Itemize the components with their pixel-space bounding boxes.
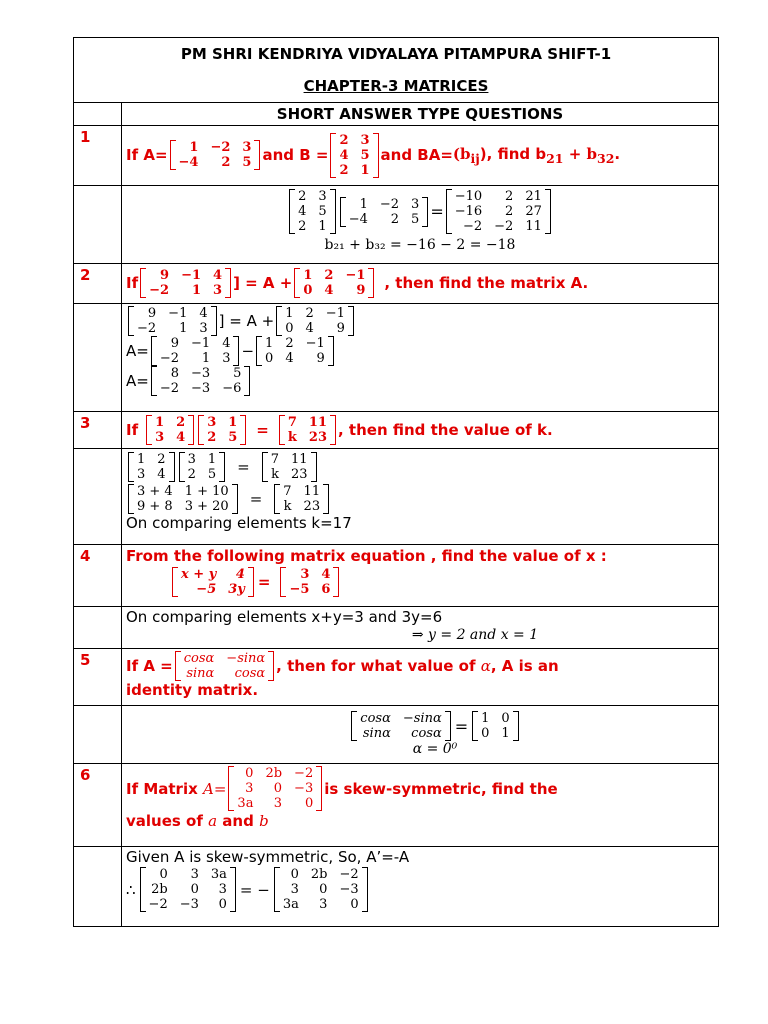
question-5: If A = cosα −sinα sinα cosα , then for what value of α , A is an identity matrix. bbox=[122, 649, 719, 706]
matrix-entry: 5 bbox=[318, 204, 327, 219]
matrix-entry: −2 bbox=[379, 196, 400, 212]
matrix-entry: 1 bbox=[285, 306, 294, 321]
matrix-entry: 5 bbox=[360, 147, 370, 163]
matrix-entry: 0 bbox=[190, 882, 199, 897]
a2-line-2: A= bbox=[126, 342, 149, 360]
matrix-entry: cosα bbox=[411, 726, 442, 741]
matrix-entries bbox=[234, 766, 316, 811]
matrix-entries bbox=[268, 452, 311, 482]
matrix-entry: −5 bbox=[196, 582, 217, 597]
matrix-entry: 3 bbox=[207, 415, 217, 430]
matrix-entry: 4 bbox=[213, 268, 223, 283]
question-6: If Matrix A = 0 2b −2 3 0 −3 3a 3 0 is skew-symmetric, find the values of a and b bbox=[122, 764, 719, 847]
equals-sign: = bbox=[430, 202, 444, 221]
matrix-entries bbox=[181, 651, 268, 681]
q4-text: From the following matrix equation , find the value of x : bbox=[126, 547, 607, 565]
matrix-entries bbox=[286, 567, 333, 597]
question-number: 3 bbox=[74, 412, 122, 449]
question-4: From the following matrix equation , find the value of x : x + y 4 −5 3y = 3 4 −5 6 bbox=[122, 545, 719, 607]
matrix-entry: 9 bbox=[336, 321, 345, 336]
matrix-entry: 2 bbox=[339, 162, 349, 178]
matrix-entry: 2 bbox=[305, 306, 314, 321]
matrix-entry: 3a bbox=[210, 867, 227, 882]
matrix-entry: 2b bbox=[151, 882, 168, 897]
matrix-entries bbox=[134, 484, 232, 514]
matrix-entry: −3 bbox=[179, 897, 199, 912]
matrix-entry: 11 bbox=[303, 484, 321, 499]
matrix-entry: 3 bbox=[290, 882, 299, 897]
question-1 bbox=[122, 126, 719, 186]
matrix-entry: 9 bbox=[170, 336, 180, 351]
matrix-entry: k bbox=[271, 467, 279, 482]
answer-num-cell bbox=[74, 607, 122, 649]
q3-answer: On comparing elements k=17 bbox=[126, 514, 352, 532]
matrix-entries bbox=[146, 867, 230, 912]
matrix-entry: 0 bbox=[265, 351, 274, 366]
matrix-entry: 1 bbox=[501, 726, 510, 741]
answer-2: 9 −1 4 −2 1 3 ] = A + 1 2 −1 0 4 9 A= 9 −1 4 −2 1 3 − 1 2 −1 0 4 9 A= 8 −3 5 −2 −3 −6 bbox=[122, 304, 719, 412]
matrix-entries bbox=[346, 197, 423, 227]
matrix-entry: 7 bbox=[270, 452, 279, 467]
q6-answer-1: Given A is skew-symmetric, So, A’=-A bbox=[126, 848, 410, 866]
q1-text-2: and B = bbox=[262, 146, 329, 164]
matrix-entry: 3 bbox=[360, 132, 370, 148]
matrix-entry: −3 bbox=[339, 882, 359, 897]
matrix-entry: −3 bbox=[191, 381, 211, 396]
answer-6: Given A is skew-symmetric, So, A’=-A ∴ 0 3 3a 2b 0 3 −2 −3 0 = − 0 2b −2 3 0 −3 3a 3 0 bbox=[122, 847, 719, 927]
matrix-entries bbox=[134, 452, 169, 482]
matrix-entries bbox=[152, 415, 188, 445]
q1-text-4: ($b_{ij}$ bbox=[452, 144, 480, 166]
matrix-entry: 3 bbox=[319, 897, 328, 912]
matrix-entries bbox=[176, 140, 255, 170]
matrix-entry: 2 bbox=[324, 268, 334, 283]
matrix-entry: 4 bbox=[199, 306, 208, 321]
q5-answer: α = 0⁰ bbox=[412, 741, 458, 757]
matrix-entries bbox=[295, 189, 330, 234]
matrix-entry: −2 bbox=[210, 140, 231, 155]
matrix-entry: 3 bbox=[318, 189, 327, 204]
a2-line-1: ] = A + bbox=[218, 312, 275, 330]
matrix-entry: −sinα bbox=[226, 651, 266, 666]
matrix-entry: 0 bbox=[245, 766, 254, 781]
matrix-entry: 2 bbox=[505, 189, 514, 204]
matrix-entry: 23 bbox=[290, 467, 308, 482]
matrix-entry: 4 bbox=[285, 351, 294, 366]
matrix-entry: 0 bbox=[501, 711, 510, 726]
matrix-entry: 3 bbox=[218, 882, 227, 897]
matrix-entry: 1 bbox=[481, 711, 490, 726]
matrix-entry: −sinα bbox=[402, 711, 442, 726]
matrix-entry: 0 bbox=[319, 882, 328, 897]
matrix-entry: 3 bbox=[245, 781, 254, 796]
matrix-entry: −3 bbox=[191, 366, 211, 381]
section-num-cell bbox=[74, 103, 122, 126]
matrix-entry: 2 bbox=[187, 467, 196, 482]
matrix-entry: 4 bbox=[235, 567, 245, 582]
q2-text-1: If bbox=[126, 274, 139, 292]
matrix-entries bbox=[280, 484, 323, 514]
questions-table bbox=[73, 37, 719, 927]
q3-text-3: , then find the value of k. bbox=[338, 421, 553, 439]
q4-answer-2: ⇒ y = 2 and x = 1 bbox=[411, 627, 539, 643]
matrix-entry: 7 bbox=[283, 484, 292, 499]
answer-4 bbox=[122, 607, 719, 649]
q5-text-4: identity matrix. bbox=[126, 681, 259, 699]
matrix-entry: 2 bbox=[505, 204, 514, 219]
matrix-entries bbox=[185, 452, 220, 482]
matrix-entry: 11 bbox=[308, 415, 328, 430]
answer-3: 1 2 3 4 3 1 2 5 = 7 11 k 23 3 + 4 1 + 10 9 + 8 3 + 20 = 7 11 k 23 On comparing elements k=17 bbox=[122, 449, 719, 545]
matrix-entry: 1 bbox=[265, 336, 274, 351]
matrix-entry: 5 bbox=[228, 430, 238, 445]
matrix-entry: sinα bbox=[362, 726, 391, 741]
matrix-entry: 3 bbox=[199, 321, 208, 336]
matrix-entry: 1 bbox=[228, 415, 238, 430]
matrix-entry: 23 bbox=[303, 499, 321, 514]
matrix-entry: 0 bbox=[481, 726, 490, 741]
matrix-entry: 0 bbox=[350, 897, 359, 912]
matrix-entry: 2 bbox=[157, 452, 166, 467]
matrix-entry: 1 bbox=[318, 219, 327, 234]
matrix-entry: −4 bbox=[348, 211, 368, 227]
matrix-entry: 2b bbox=[265, 766, 283, 781]
matrix-entry: −1 bbox=[191, 336, 211, 351]
matrix-entry: −2 bbox=[149, 283, 170, 298]
matrix-a bbox=[170, 140, 261, 170]
matrix-entry: 0 bbox=[304, 796, 314, 811]
matrix-entry: 3 bbox=[190, 867, 199, 882]
matrix-entry: 3 bbox=[137, 467, 146, 482]
q1-text-3: and BA= bbox=[380, 146, 453, 164]
matrix-entry: 4 bbox=[157, 467, 166, 482]
question-number: 6 bbox=[74, 764, 122, 847]
matrix-entry: −16 bbox=[454, 204, 483, 219]
matrix-entry: x + y bbox=[181, 567, 217, 582]
matrix-entry: 2 bbox=[221, 155, 231, 170]
matrix-entry: −10 bbox=[454, 189, 483, 204]
answer-num-cell bbox=[74, 847, 122, 927]
answer-5: cosα −sinα sinα cosα = 1 0 0 1 α = 0⁰ bbox=[122, 706, 719, 764]
matrix-entry: −1 bbox=[168, 306, 188, 321]
matrix-entry: −2 bbox=[159, 381, 180, 396]
matrix-entry: 2 bbox=[176, 415, 186, 430]
matrix-entry: cosα bbox=[234, 666, 266, 681]
matrix-entries bbox=[357, 711, 444, 741]
matrix-entry: 3y bbox=[228, 582, 245, 597]
question-number: 5 bbox=[74, 649, 122, 706]
matrix-entry: 2 bbox=[207, 430, 217, 445]
matrix-entries bbox=[262, 336, 328, 366]
matrix-entry: 5 bbox=[411, 211, 420, 227]
matrix-entry: 1 + 10 bbox=[184, 484, 229, 499]
matrix-entry: 1 bbox=[359, 196, 368, 212]
matrix-entry: 1 bbox=[137, 452, 146, 467]
section-title-cell bbox=[122, 103, 719, 126]
matrix-entry: 4 bbox=[176, 430, 186, 445]
matrix-entry: 1 bbox=[201, 351, 211, 366]
matrix-entries bbox=[134, 306, 211, 336]
matrix-entry: −2 bbox=[462, 219, 483, 234]
matrix-entry: 0 bbox=[290, 867, 299, 882]
matrix-entry: 1 bbox=[207, 452, 217, 467]
question-number: 4 bbox=[74, 545, 122, 607]
matrix-entry: 1 bbox=[155, 415, 165, 430]
matrix-entries bbox=[285, 415, 330, 445]
matrix-entry: 1 bbox=[189, 140, 199, 155]
matrix-entry: 4 bbox=[298, 204, 307, 219]
matrix-entries bbox=[204, 415, 240, 445]
chapter-title: CHAPTER-3 MATRICES bbox=[303, 77, 489, 95]
matrix-entry: 11 bbox=[525, 219, 542, 234]
matrix-entry: 27 bbox=[525, 204, 542, 219]
header-cell bbox=[74, 38, 719, 103]
question-number: 1 bbox=[74, 126, 122, 186]
matrix-entries bbox=[452, 189, 545, 234]
q2-text-2: ] = A + bbox=[233, 274, 293, 292]
matrix-entry: 6 bbox=[321, 582, 331, 597]
matrix-entry: −1 bbox=[345, 268, 366, 283]
matrix-entry: 3 bbox=[222, 351, 231, 366]
matrix-entry: 1 bbox=[179, 321, 188, 336]
a2-line-3: A= bbox=[126, 372, 149, 390]
matrix-entry: 21 bbox=[525, 189, 542, 204]
matrix-entry: 0 bbox=[303, 283, 313, 298]
matrix-entry: 1 bbox=[303, 268, 313, 283]
matrix-entry: 3a bbox=[237, 796, 254, 811]
matrix-entry: −2 bbox=[294, 766, 314, 781]
matrix-entries bbox=[157, 336, 234, 366]
matrix-entries bbox=[336, 133, 372, 178]
matrix-entry: 9 + 8 bbox=[137, 499, 173, 514]
matrix-entry: sinα bbox=[186, 666, 215, 681]
matrix-entry: 2b bbox=[310, 867, 328, 882]
matrix-entry: −2 bbox=[339, 867, 359, 882]
matrix-entry: 3 bbox=[300, 567, 310, 582]
matrix-b bbox=[330, 133, 378, 178]
matrix-entry: −1 bbox=[325, 306, 345, 321]
matrix-entry: 3 + 4 bbox=[137, 484, 173, 499]
matrix-entry: 2 bbox=[298, 189, 307, 204]
question-2 bbox=[122, 264, 719, 304]
matrix-entry: 8 bbox=[170, 366, 180, 381]
matrix-entry: −6 bbox=[222, 381, 242, 396]
matrix-entry: 4 bbox=[222, 336, 231, 351]
matrix-entry: 11 bbox=[290, 452, 308, 467]
question-number: 2 bbox=[74, 264, 122, 304]
matrix-entry: cosα bbox=[183, 651, 215, 666]
matrix-entry: 4 bbox=[321, 567, 331, 582]
matrix-entry: 4 bbox=[339, 147, 349, 163]
matrix-entry: 3 bbox=[242, 140, 252, 155]
school-name: PM SHRI KENDRIYA VIDYALAYA PITAMPURA SHIFT-1 bbox=[180, 45, 612, 63]
section-title: SHORT ANSWER TYPE QUESTIONS bbox=[276, 105, 564, 123]
matrix-entry: −2 bbox=[137, 321, 157, 336]
matrix-entries bbox=[157, 366, 245, 396]
matrix-entry: −1 bbox=[305, 336, 325, 351]
matrix-entry: −1 bbox=[181, 268, 202, 283]
matrix-entry: −2 bbox=[159, 351, 180, 366]
matrix-entry: 0 bbox=[285, 321, 294, 336]
q4-answer-1: On comparing elements x+y=3 and 3y=6 bbox=[126, 608, 443, 626]
answer-num-cell bbox=[74, 186, 122, 264]
answer-num-cell bbox=[74, 449, 122, 545]
matrix-entry: 1 bbox=[191, 283, 202, 298]
matrix-entry: 0 bbox=[218, 897, 227, 912]
matrix-entry: cosα bbox=[360, 711, 391, 726]
matrix-entries bbox=[282, 306, 348, 336]
q1-text-5: ), find $b_{21} + b_{32}$. bbox=[479, 144, 621, 166]
matrix-entry: 4 bbox=[305, 321, 314, 336]
matrix-entry: 3 + 20 bbox=[184, 499, 229, 514]
answer-1 bbox=[122, 186, 719, 264]
answer-num-cell bbox=[74, 304, 122, 412]
matrix-entry: 7 bbox=[287, 415, 297, 430]
matrix-entry: 9 bbox=[160, 268, 170, 283]
matrix-entries bbox=[300, 268, 368, 298]
matrix-entry: 3 bbox=[213, 283, 223, 298]
matrix-entry: −2 bbox=[494, 219, 514, 234]
answer-num-cell bbox=[74, 706, 122, 764]
q1-text-1: If A= bbox=[126, 146, 168, 164]
worksheet bbox=[73, 37, 718, 927]
matrix-entry: 4 bbox=[324, 283, 334, 298]
matrix-entry: 5 bbox=[233, 366, 242, 381]
matrix-entry: 9 bbox=[316, 351, 325, 366]
matrix-entry: −5 bbox=[289, 582, 310, 597]
matrix-entries bbox=[178, 567, 248, 597]
matrix-entry: 0 bbox=[159, 867, 168, 882]
matrix-entry: 5 bbox=[242, 155, 252, 170]
matrix-entry: 5 bbox=[207, 467, 217, 482]
matrix-entry: 2 bbox=[339, 132, 349, 148]
q2-text-3: , then find the matrix A. bbox=[384, 274, 589, 292]
matrix-entry: 2 bbox=[298, 219, 307, 234]
matrix-entry: 9 bbox=[147, 306, 157, 321]
matrix-entry: 0 bbox=[273, 781, 283, 796]
matrix-entry: 3a bbox=[282, 897, 299, 912]
matrix-entry: 1 bbox=[360, 162, 370, 178]
question-3: If 1 2 3 4 3 1 2 5 = 7 11 k 23 , then find the value of k. bbox=[122, 412, 719, 449]
matrix-entry: 9 bbox=[356, 283, 366, 298]
matrix-entry: −2 bbox=[148, 897, 168, 912]
matrix-entries bbox=[280, 867, 362, 912]
matrix-entry: 2 bbox=[390, 211, 400, 227]
matrix-entry: 3 bbox=[155, 430, 165, 445]
matrix-entry: k bbox=[283, 499, 292, 514]
q3-text-1: If bbox=[126, 421, 139, 439]
matrix-entries bbox=[146, 268, 225, 298]
matrix-entry: 23 bbox=[308, 430, 328, 445]
matrix-entry: −4 bbox=[178, 155, 199, 170]
matrix-entry: k bbox=[287, 430, 297, 445]
matrix-entry: 2 bbox=[285, 336, 294, 351]
matrix-entry: 3 bbox=[187, 452, 196, 467]
matrix-entry: 3 bbox=[411, 196, 420, 212]
matrix-entry: −3 bbox=[294, 781, 314, 796]
matrix-entries bbox=[478, 711, 513, 741]
matrix-entry: 3 bbox=[273, 796, 283, 811]
q1-answer: b₂₁ + b₃₂ = −16 − 2 = −18 bbox=[324, 237, 516, 253]
